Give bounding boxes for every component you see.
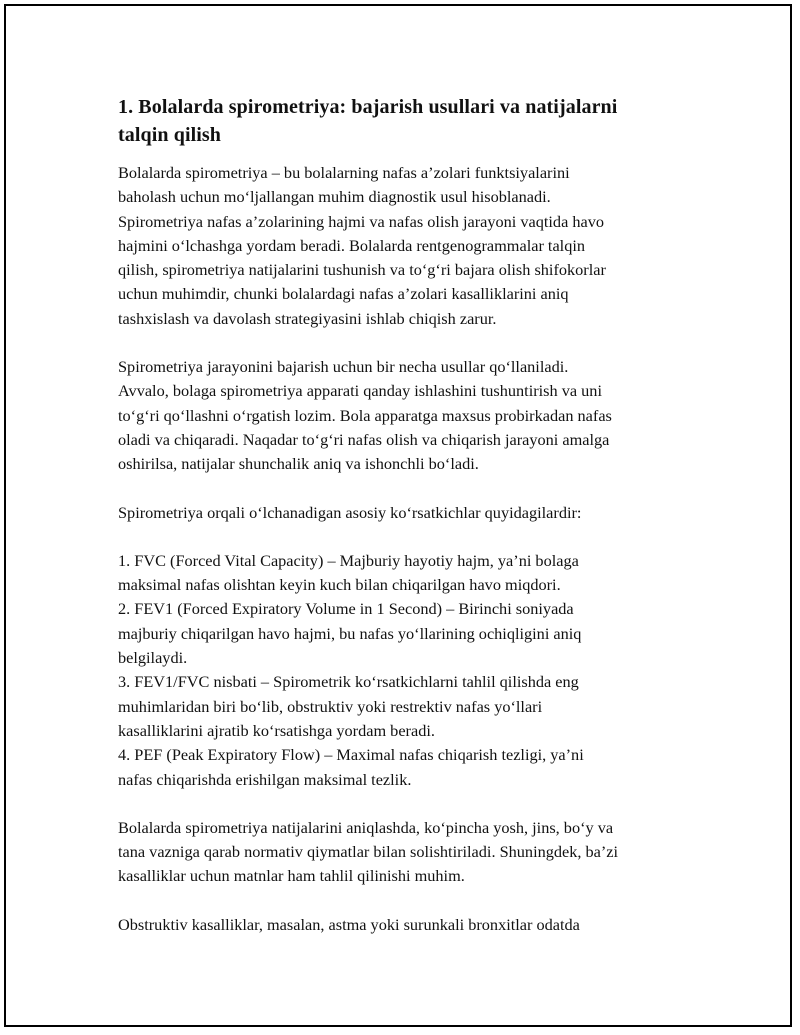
list-item bbox=[118, 743, 693, 792]
paragraph-norms bbox=[118, 816, 693, 889]
text-line: to‘g‘ri qo‘llashni o‘rgatish lozim. Bola apparatga maxsus probirkadan nafas bbox=[118, 405, 612, 425]
text-line: Spirometriya jarayonini bajarish uchun bir necha usullar qo‘llaniladi. bbox=[118, 357, 569, 377]
paragraph-indicators-intro bbox=[118, 501, 693, 525]
indicator-list bbox=[118, 549, 693, 792]
text-line: oladi va chiqaradi. Naqadar to‘g‘ri nafas olish va chiqarish jarayoni amalga bbox=[118, 429, 610, 449]
text-line: Obstruktiv kasalliklar, masalan, astma yoki surunkali bronxitlar odatda bbox=[118, 914, 580, 934]
text-line: baholash uchun mo‘ljallangan muhim diagnostik usul hisoblanadi. bbox=[118, 187, 551, 207]
text-line: majburiy chiqarilgan havo hajmi, bu nafas yo‘llarining ochiqligini aniq bbox=[118, 623, 582, 643]
text-line: tana vazniga qarab normativ qiymatlar bilan solishtiriladi. Shuningdek, ba’zi bbox=[118, 842, 619, 862]
text-line: 2. FEV1 (Forced Expiratory Volume in 1 Second) – Birinchi soniyada bbox=[118, 599, 574, 619]
paragraph-methods bbox=[118, 355, 693, 476]
text-line: Spirometriya orqali o‘lchanadigan asosiy ko‘rsatkichlar quyidagilardir: bbox=[118, 502, 582, 522]
text-line: hajmini o‘lchashga yordam beradi. Bolalarda rentgenogrammalar talqin bbox=[118, 235, 586, 255]
text-line: muhimlaridan biri bo‘lib, obstruktiv yoki restrektiv nafas yo‘llari bbox=[118, 696, 543, 716]
text-line: kasalliklarini ajratib ko‘rsatishga yordam beradi. bbox=[118, 720, 435, 740]
list-item bbox=[118, 549, 693, 598]
text-line: qilish, spirometriya natijalarini tushunish va to‘g‘ri bajara olish shifokorlar bbox=[118, 260, 606, 280]
text-line: belgilaydi. bbox=[118, 648, 188, 668]
section-heading bbox=[118, 93, 693, 149]
text-line: uchun muhimdir, chunki bolalardagi nafas a’zolari kasalliklarini aniq bbox=[118, 284, 569, 304]
text-line: nafas chiqarishda erishilgan maksimal tezlik. bbox=[118, 769, 412, 789]
paragraph-intro bbox=[118, 161, 693, 331]
text-line: maksimal nafas olishtan keyin kuch bilan chiqarilgan havo miqdori. bbox=[118, 575, 561, 595]
list-item bbox=[118, 597, 693, 670]
list-item bbox=[118, 670, 693, 743]
paragraph-obstructive bbox=[118, 913, 693, 937]
text-line: kasalliklar uchun matnlar ham tahlil qilinishi muhim. bbox=[118, 866, 465, 886]
text-line: 1. FVC (Forced Vital Capacity) – Majburiy hayotiy hajm, ya’ni bolaga bbox=[118, 550, 579, 570]
text-line: Avvalo, bolaga spirometriya apparati qanday ishlashini tushuntirish va uni bbox=[118, 381, 602, 401]
text-line: 3. FEV1/FVC nisbati – Spirometrik ko‘rsatkichlarni tahlil qilishda eng bbox=[118, 672, 579, 692]
text-line: tashxislash va davolash strategiyasini ishlab chiqish zarur. bbox=[118, 308, 497, 328]
text-line: 4. PEF (Peak Expiratory Flow) – Maximal nafas chiqarish tezligi, ya’ni bbox=[118, 745, 584, 765]
text-line: Bolalarda spirometriya natijalarini aniqlashda, ko‘pincha yosh, jins, bo‘y va bbox=[118, 817, 614, 837]
heading-line: 1. Bolalarda spirometriya: bajarish usullari va natijalarni bbox=[118, 96, 618, 118]
heading-line: talqin qilish bbox=[118, 124, 222, 146]
document-body bbox=[118, 93, 693, 961]
text-line: Bolalarda spirometriya – bu bolalarning nafas a’zolari funktsiyalarini bbox=[118, 163, 570, 182]
text-line: Spirometriya nafas a’zolarining hajmi va nafas olish jarayoni vaqtida havo bbox=[118, 211, 605, 231]
text-line: oshirilsa, natijalar shunchalik aniq va ishonchli bo‘ladi. bbox=[118, 454, 479, 474]
